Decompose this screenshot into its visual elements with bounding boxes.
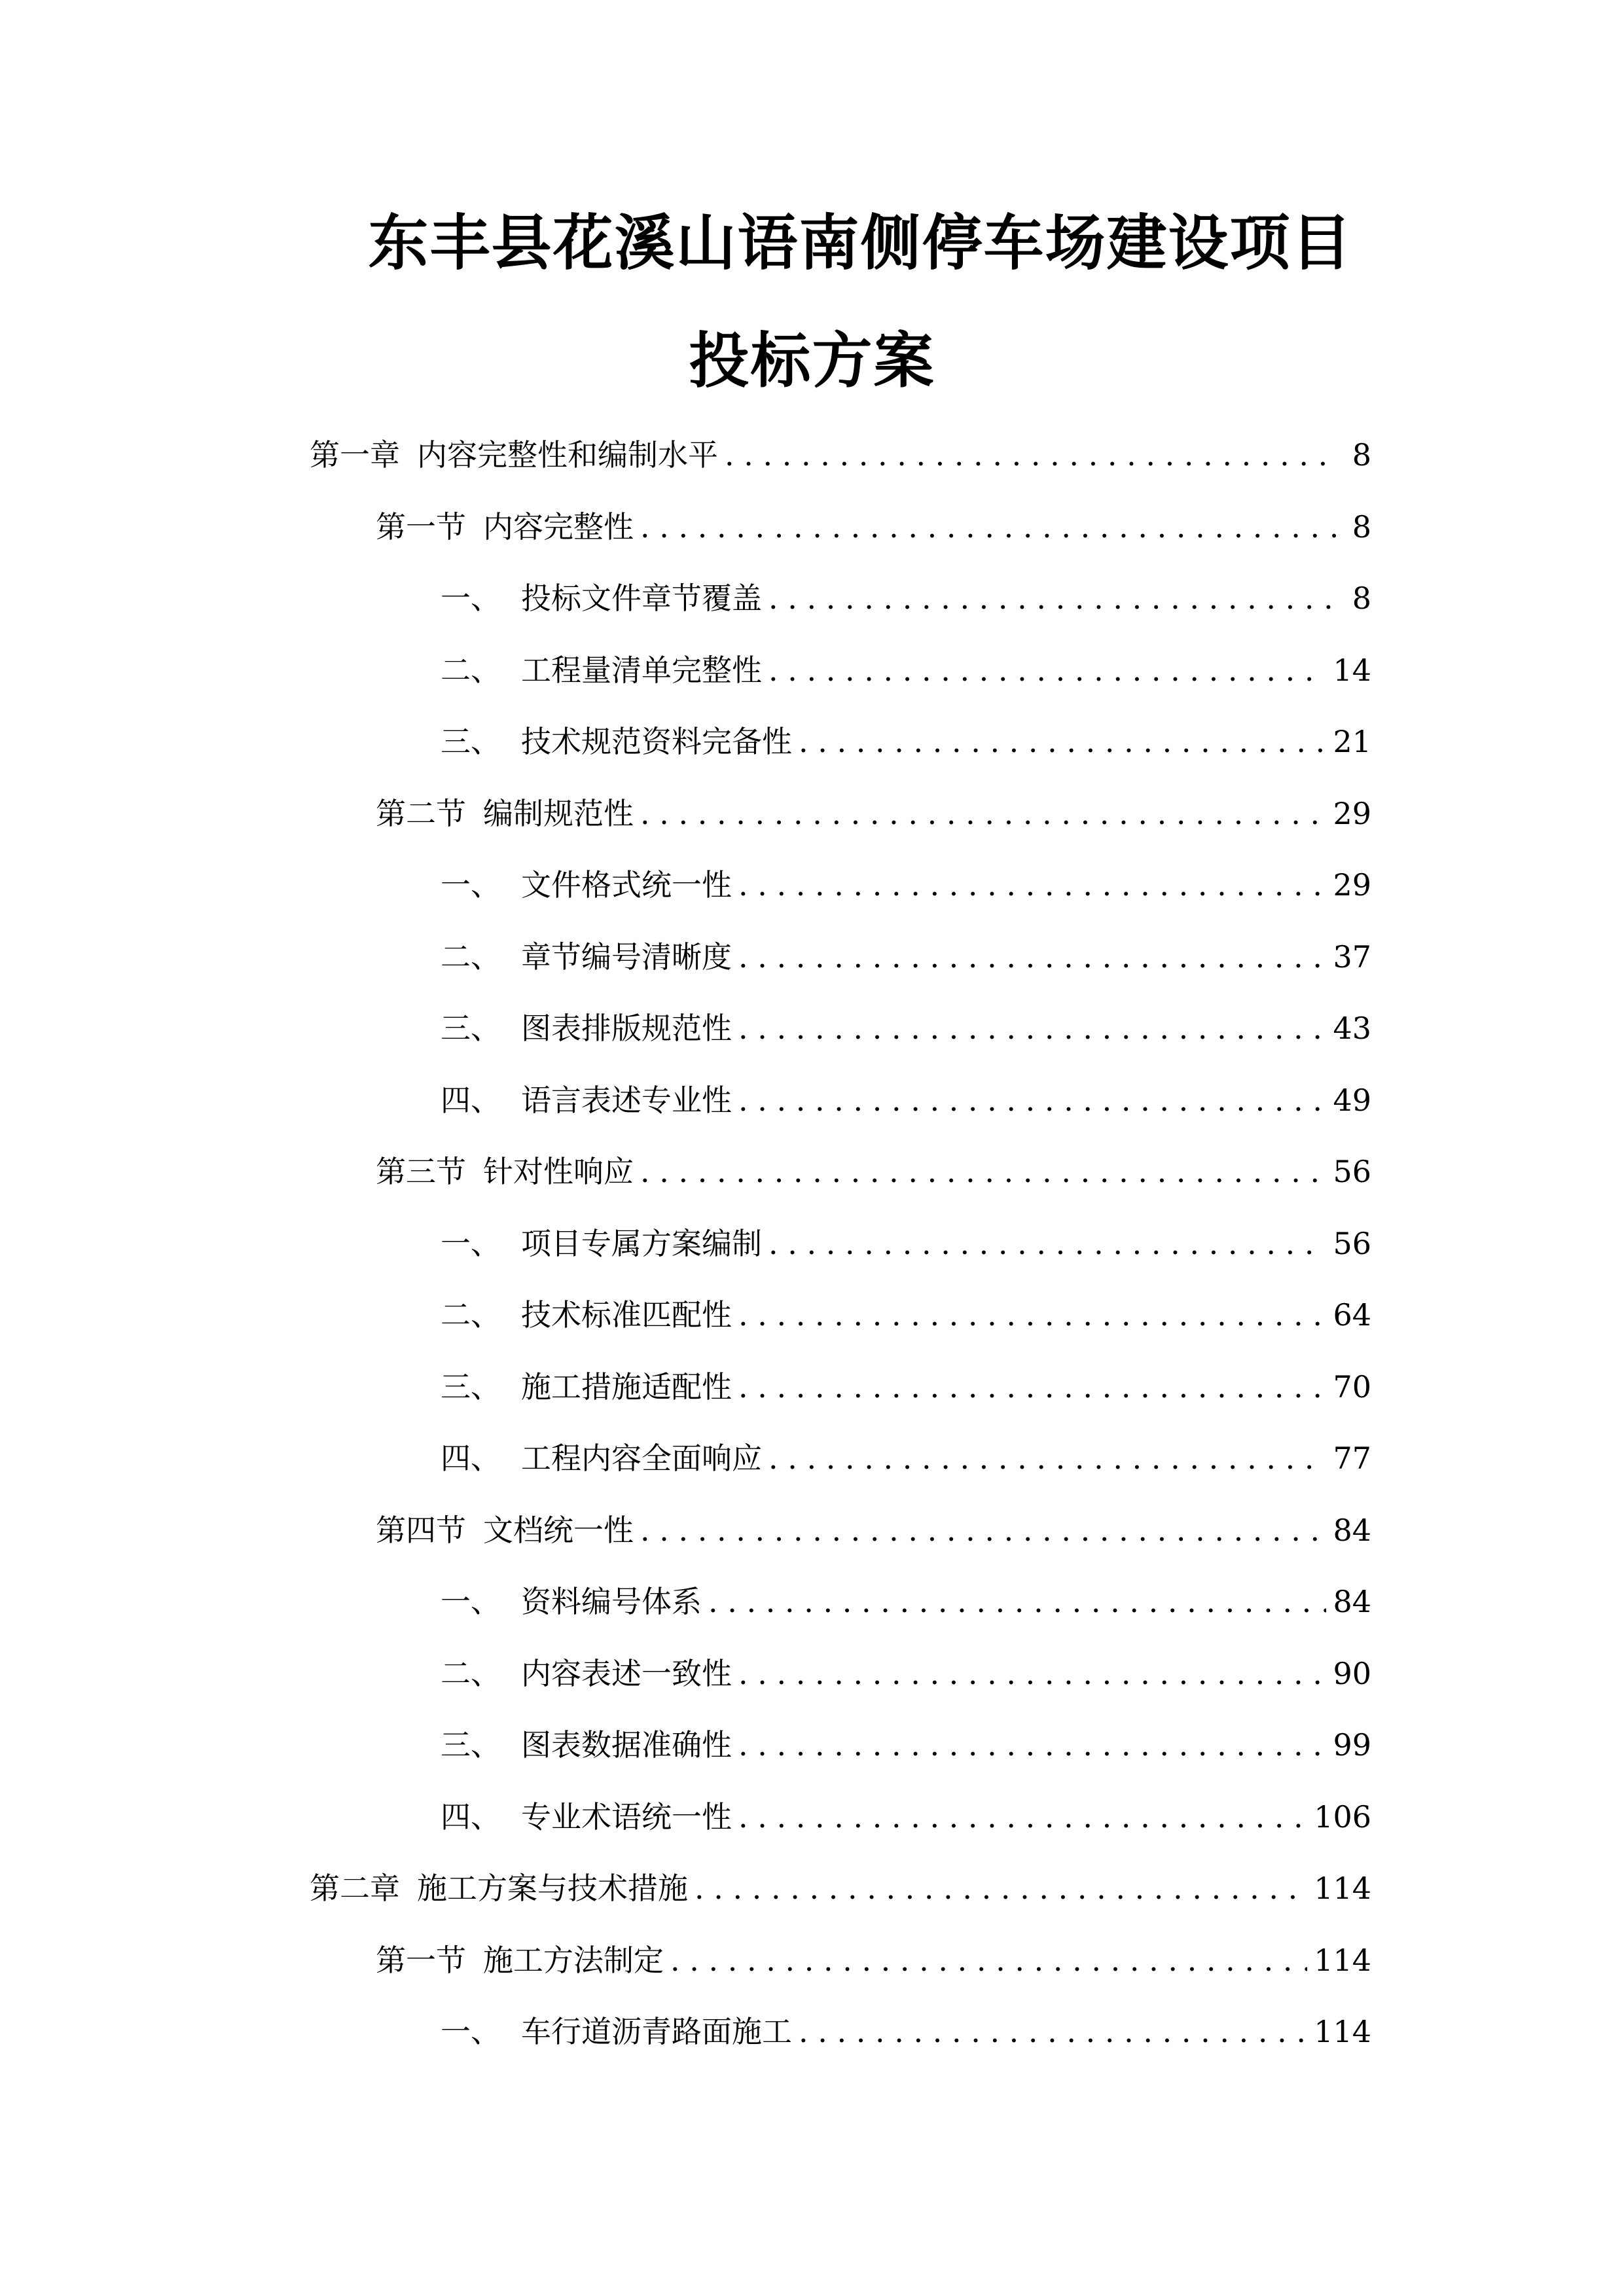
toc-page-number: 84	[1333, 1584, 1371, 1619]
toc-entry[interactable]	[310, 1862, 1371, 1914]
toc-page-number: 114	[1314, 1942, 1371, 1978]
toc-entry[interactable]	[441, 1791, 1371, 1843]
toc-page-number: 8	[1352, 581, 1371, 616]
toc-entry-title: 针对性响应	[483, 1154, 634, 1189]
toc-dot-leader	[738, 859, 1326, 911]
toc-entry-title: 编制规范性	[483, 795, 634, 831]
toc-entry-title: 施工措施适配性	[521, 1369, 732, 1405]
toc-dot-leader	[768, 572, 1339, 624]
toc-entry-number: 三、	[441, 1011, 501, 1046]
toc-entry-number: 第二节	[376, 795, 466, 831]
toc-entry-number: 第一节	[376, 1942, 466, 1978]
toc-entry-title: 文档统一性	[483, 1512, 634, 1548]
toc-entry[interactable]	[441, 1719, 1371, 1771]
toc-entry-number: 二、	[441, 939, 501, 975]
toc-page-number: 49	[1333, 1082, 1371, 1118]
toc-entry-title: 施工方法制定	[483, 1942, 664, 1978]
toc-dot-leader	[768, 1432, 1326, 1484]
toc-entry[interactable]	[441, 1575, 1371, 1628]
toc-page-number: 90	[1333, 1655, 1371, 1691]
toc-entry-number: 一、	[441, 1584, 501, 1619]
toc-entry-number: 三、	[441, 1369, 501, 1405]
toc-page-number: 114	[1314, 1871, 1371, 1906]
toc-dot-leader	[768, 644, 1326, 696]
toc-entry-title: 投标文件章节覆盖	[521, 581, 762, 616]
toc-entry-title: 车行道沥青路面施工	[521, 2014, 792, 2049]
toc-entry[interactable]	[441, 715, 1371, 768]
toc-dot-leader	[640, 501, 1339, 553]
toc-page-number: 8	[1352, 437, 1371, 473]
toc-entry-number: 第三节	[376, 1154, 466, 1189]
toc-entry-title: 专业术语统一性	[521, 1799, 732, 1835]
toc-dot-leader	[695, 1862, 1307, 1914]
toc-page-number: 64	[1333, 1297, 1371, 1333]
toc-entry-number: 第一章	[310, 437, 400, 473]
toc-entry-title: 项目专属方案编制	[521, 1225, 762, 1261]
toc-dot-leader	[799, 715, 1326, 768]
toc-dot-leader	[738, 1647, 1326, 1700]
toc-dot-leader	[738, 1074, 1326, 1126]
toc-entry[interactable]	[441, 1647, 1371, 1700]
toc-page-number: 43	[1333, 1011, 1371, 1046]
toc-entry-title: 章节编号清晰度	[521, 939, 732, 975]
toc-entry[interactable]	[441, 572, 1371, 624]
toc-entry[interactable]	[441, 1432, 1371, 1484]
toc-entry-number: 一、	[441, 2014, 501, 2049]
toc-dot-leader	[738, 1719, 1326, 1771]
document-title: 东丰县花溪山语南侧停车场建设项目	[368, 208, 1353, 278]
toc-dot-leader	[738, 931, 1326, 983]
toc-dot-leader	[768, 1217, 1326, 1270]
toc-entry[interactable]	[441, 1217, 1371, 1270]
toc-entry-title: 资料编号体系	[521, 1584, 702, 1619]
toc-entry[interactable]	[310, 429, 1371, 481]
toc-entry-title: 图表数据准确性	[521, 1727, 732, 1763]
toc-entry-title: 语言表述专业性	[521, 1082, 732, 1118]
toc-entry[interactable]	[376, 1934, 1371, 1986]
toc-entry-number: 三、	[441, 1727, 501, 1763]
toc-entry-title: 文件格式统一性	[521, 867, 732, 903]
toc-entry[interactable]	[376, 787, 1371, 840]
toc-entry-number: 二、	[441, 652, 501, 688]
toc-dot-leader	[738, 1002, 1326, 1054]
toc-dot-leader	[670, 1934, 1307, 1986]
toc-entry[interactable]	[376, 1504, 1371, 1556]
toc-page-number: 106	[1314, 1799, 1371, 1835]
toc-entry-number: 二、	[441, 1297, 501, 1333]
toc-page-number: 37	[1333, 939, 1371, 975]
toc-dot-leader	[640, 1145, 1326, 1198]
toc-dot-leader	[738, 1289, 1326, 1341]
toc-entry-title: 技术规范资料完备性	[521, 724, 792, 759]
toc-dot-leader	[640, 1504, 1326, 1556]
toc-dot-leader	[640, 787, 1326, 840]
toc-entry-number: 三、	[441, 724, 501, 759]
toc-entry-number: 一、	[441, 1225, 501, 1261]
toc-entry-number: 一、	[441, 581, 501, 616]
toc-page-number: 29	[1333, 795, 1371, 831]
toc-entry[interactable]	[441, 2005, 1371, 2058]
toc-entry-title: 内容完整性和编制水平	[417, 437, 718, 473]
toc-entry-number: 四、	[441, 1082, 501, 1118]
document-subtitle: 投标方案	[689, 326, 935, 396]
toc-entry[interactable]	[441, 1289, 1371, 1341]
toc-entry[interactable]	[441, 1361, 1371, 1413]
toc-dot-leader	[799, 2005, 1307, 2058]
toc-entry[interactable]	[441, 1002, 1371, 1054]
toc-entry[interactable]	[441, 859, 1371, 911]
toc-entry-number: 一、	[441, 867, 501, 903]
toc-entry-title: 工程内容全面响应	[521, 1441, 762, 1476]
toc-dot-leader	[738, 1791, 1307, 1843]
toc-entry-number: 第四节	[376, 1512, 466, 1548]
toc-entry-number: 四、	[441, 1441, 501, 1476]
toc-page-number: 99	[1333, 1727, 1371, 1763]
toc-entry[interactable]	[376, 501, 1371, 553]
toc-page-number: 14	[1333, 652, 1371, 688]
toc-entry-number: 第一节	[376, 509, 466, 545]
toc-entry-title: 技术标准匹配性	[521, 1297, 732, 1333]
toc-entry-title: 内容表述一致性	[521, 1655, 732, 1691]
toc-entry[interactable]	[376, 1145, 1371, 1198]
toc-page-number: 21	[1333, 724, 1371, 759]
toc-entry[interactable]	[441, 644, 1371, 696]
toc-page-number: 56	[1333, 1154, 1371, 1189]
toc-entry[interactable]	[441, 1074, 1371, 1126]
toc-page-number: 114	[1314, 2014, 1371, 2049]
toc-dot-leader	[725, 429, 1339, 481]
toc-entry-title: 施工方案与技术措施	[417, 1871, 688, 1906]
toc-entry-number: 第二章	[310, 1871, 400, 1906]
toc-page-number: 29	[1333, 867, 1371, 903]
toc-entry-title: 内容完整性	[483, 509, 634, 545]
toc-page-number: 77	[1333, 1441, 1371, 1476]
toc-page-number: 8	[1352, 509, 1371, 545]
toc-entry[interactable]	[441, 931, 1371, 983]
toc-page-number: 70	[1333, 1369, 1371, 1405]
toc-entry-number: 二、	[441, 1655, 501, 1691]
toc-dot-leader	[708, 1575, 1326, 1628]
toc-entry-title: 图表排版规范性	[521, 1011, 732, 1046]
toc-entry-title: 工程量清单完整性	[521, 652, 762, 688]
toc-dot-leader	[738, 1361, 1326, 1413]
toc-page-number: 84	[1333, 1512, 1371, 1548]
toc-page-number: 56	[1333, 1225, 1371, 1261]
toc-entry-number: 四、	[441, 1799, 501, 1835]
